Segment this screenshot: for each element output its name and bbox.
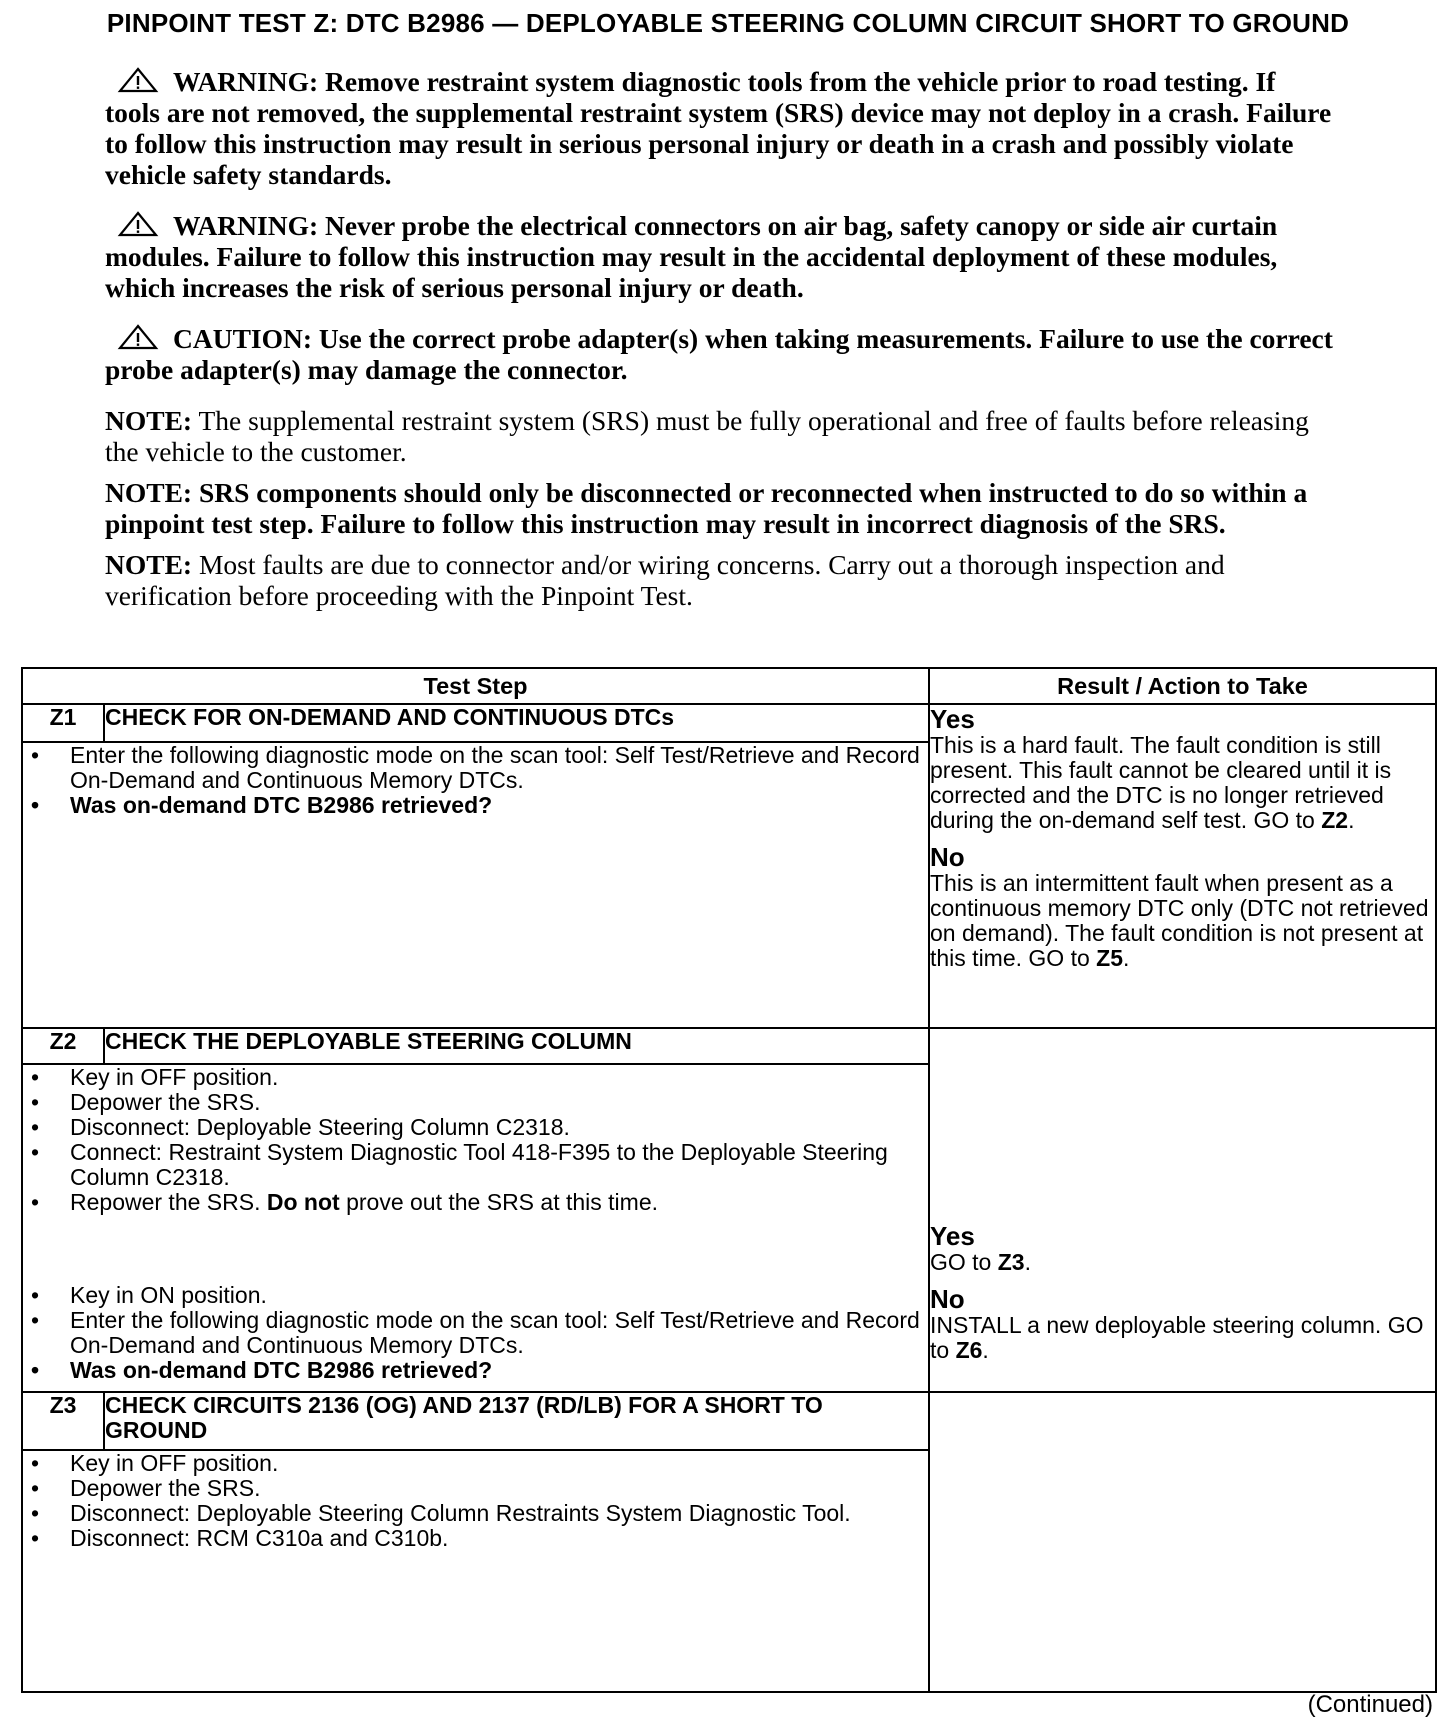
step-title-row xyxy=(22,1028,1436,1064)
pinpoint-test-table xyxy=(21,667,1437,1693)
page-title: PINPOINT TEST Z: DTC B2986 — DEPLOYABLE STEERING COLUMN CIRCUIT SHORT TO GROUND xyxy=(106,8,1350,38)
step-result xyxy=(929,1392,1436,1692)
notice-lead: NOTE: xyxy=(105,405,193,436)
notice-text: Most faults are due to connector and/or wiring concerns. Carry out a thorough inspection and verification before proceeding with the Pinpoint Test. xyxy=(105,549,1225,611)
step-question: • Was on-demand DTC B2986 retrieved? xyxy=(23,1358,928,1383)
warning-road-test xyxy=(105,66,1335,190)
notice-lead: NOTE: xyxy=(105,477,193,508)
header-test-step: Test Step xyxy=(22,668,929,704)
step-instructions xyxy=(22,742,929,1028)
list-item: • Repower the SRS. Do not prove out the SRS at this time. xyxy=(23,1190,928,1215)
header-result-action: Result / Action to Take xyxy=(929,668,1436,704)
result-no-action: This is an intermittent fault when present as a continuous memory DTC only (DTC not retrieved on demand). The fault condition is not present at this time. GO to Z5. xyxy=(930,870,1429,971)
step-instructions xyxy=(22,1450,929,1692)
result-yes-label: Yes xyxy=(930,1221,975,1251)
goto-step-link: Z2 xyxy=(1321,807,1349,833)
note-faults-connectors xyxy=(105,549,1335,611)
goto-step-link: Z3 xyxy=(997,1249,1025,1275)
warning-probe-connectors xyxy=(105,210,1335,303)
step-id: Z3 xyxy=(22,1392,104,1450)
step-title: CHECK CIRCUITS 2136 (OG) AND 2137 (RD/LB) FOR A SHORT TO GROUND xyxy=(104,1392,929,1450)
note-srs-components xyxy=(105,477,1335,539)
warning-triangle-icon xyxy=(117,211,159,237)
goto-step-link: Z5 xyxy=(1096,945,1123,971)
step-id: Z2 xyxy=(22,1028,104,1064)
list-item: • Key in ON position. xyxy=(23,1283,928,1308)
notices-section xyxy=(105,66,1335,631)
note-srs-operational xyxy=(105,405,1335,467)
notice-text: The supplemental restraint system (SRS) must be fully operational and free of faults before releasing the vehicle to the customer. xyxy=(105,405,1309,467)
notice-text: Use the correct probe adapter(s) when taking measurements. Failure to use the correct probe adapter(s) may damage the connector. xyxy=(105,323,1333,385)
result-yes-action: GO to Z3. xyxy=(930,1249,1031,1275)
table-header-row xyxy=(22,668,1436,704)
step-title: CHECK THE DEPLOYABLE STEERING COLUMN xyxy=(104,1028,929,1064)
step-title: CHECK FOR ON-DEMAND AND CONTINUOUS DTCs xyxy=(104,704,929,742)
caution-probe-adapter xyxy=(105,323,1335,385)
step-instructions xyxy=(22,1064,929,1392)
goto-step-link: Z6 xyxy=(955,1337,983,1363)
result-no-label: No xyxy=(930,842,965,872)
step-title-row xyxy=(22,1392,1436,1450)
notice-text: SRS components should only be disconnected or reconnected when instructed to do so within a pinpoint test step. Failure to follow this instruction may result in incorrect diagnosis of the SRS. xyxy=(105,477,1308,539)
step-id: Z1 xyxy=(22,704,104,742)
list-item: • Disconnect: Deployable Steering Column C2318. xyxy=(23,1115,928,1140)
step-question: • Was on-demand DTC B2986 retrieved? xyxy=(23,793,928,818)
notice-lead: CAUTION: xyxy=(173,323,313,354)
step-result xyxy=(929,704,1436,1028)
result-yes-action: This is a hard fault. The fault condition is still present. This fault cannot be cleared until it is corrected and the DTC is no longer retrieved during the on-demand self test. GO to Z2. xyxy=(930,732,1392,833)
notice-lead: WARNING: xyxy=(173,210,319,241)
list-item: • Disconnect: Deployable Steering Column Restraints System Diagnostic Tool. xyxy=(23,1501,928,1526)
list-item: • Connect: Restraint System Diagnostic Tool 418-F395 to the Deployable Steering Column C2318. xyxy=(23,1140,928,1190)
notice-lead: NOTE: xyxy=(105,549,193,580)
list-item: • Depower the SRS. xyxy=(23,1476,928,1501)
notice-text: Remove restraint system diagnostic tools from the vehicle prior to road testing. If tools are not removed, the supplemental restraint system (SRS) device may not deploy in a crash. Failure to follow this instruction may result in serious personal injury or death in a crash and possibly violate vehicle safety standards. xyxy=(105,66,1332,190)
result-no-action: INSTALL a new deployable steering column. GO to Z6. xyxy=(930,1312,1424,1363)
list-item: • Enter the following diagnostic mode on the scan tool: Self Test/Retrieve and Record On-Demand and Continuous Memory DTCs. xyxy=(23,743,928,793)
notice-text: Never probe the electrical connectors on air bag, safety canopy or side air curtain modules. Failure to follow this instruction may result in the accidental deployment of these modules, which increases the risk of serious personal injury or death. xyxy=(105,210,1278,303)
result-yes-label: Yes xyxy=(930,704,975,734)
list-item: • Key in OFF position. xyxy=(23,1065,928,1090)
notice-lead: WARNING: xyxy=(173,66,319,97)
result-no-label: No xyxy=(930,1284,965,1314)
warning-triangle-icon xyxy=(117,324,159,350)
step-title-row xyxy=(22,704,1436,742)
continued-label: (Continued) xyxy=(1307,1691,1433,1718)
emphasis-do-not: Do not xyxy=(266,1189,340,1215)
list-item: • Disconnect: RCM C310a and C310b. xyxy=(23,1526,928,1551)
warning-triangle-icon xyxy=(117,67,159,93)
step-result xyxy=(929,1028,1436,1392)
list-item: • Enter the following diagnostic mode on the scan tool: Self Test/Retrieve and Record On-Demand and Continuous Memory DTCs. xyxy=(23,1308,928,1358)
list-item: • Key in OFF position. xyxy=(23,1451,928,1476)
list-item: • Depower the SRS. xyxy=(23,1090,928,1115)
